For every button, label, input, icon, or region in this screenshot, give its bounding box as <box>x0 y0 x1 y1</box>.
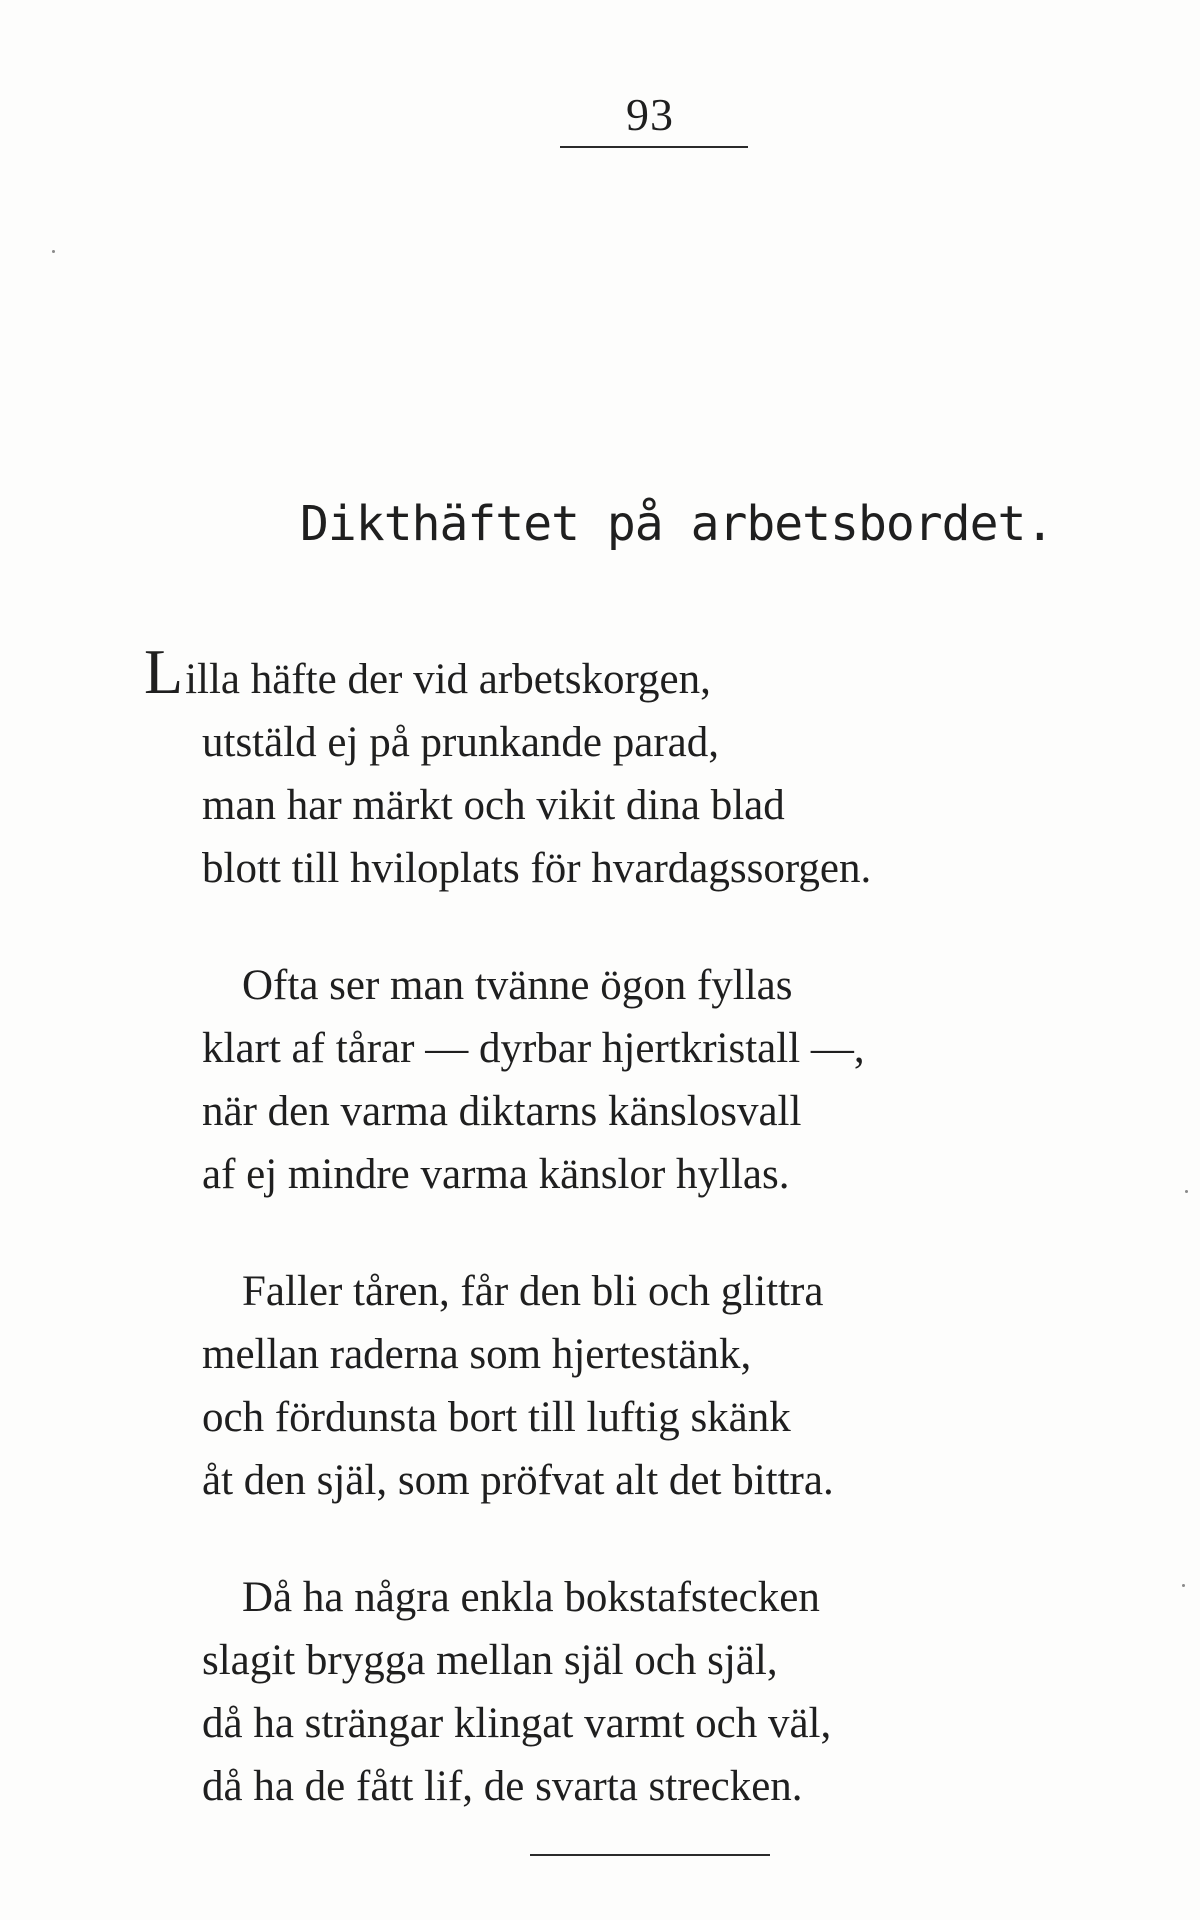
poem-line: man har märkt och vikit dina blad <box>202 782 785 829</box>
paper-speck <box>1185 1190 1188 1193</box>
stanza-2 <box>148 954 1108 1206</box>
poem-line: Faller tåren, får den bli och glittra <box>242 1268 824 1315</box>
poem-line: Ofta ser man tvänne ögon fyllas <box>242 962 793 1009</box>
stanza-1 <box>144 636 1108 900</box>
stanza-3 <box>148 1260 1108 1512</box>
poem-line: af ej mindre varma känslor hyllas. <box>202 1151 790 1198</box>
drop-cap: L <box>144 636 184 707</box>
poem-line: åt den själ, som pröfvat alt det bittra. <box>202 1457 834 1504</box>
poem-line: då ha de fått lif, de svarta strecken. <box>202 1763 803 1810</box>
poem-line: då ha strängar klingat varmt och väl, <box>202 1700 832 1747</box>
poem-line: när den varma diktarns känslosvall <box>202 1088 802 1135</box>
poem-line <box>144 636 1108 711</box>
poem-line-text: illa häfte der vid arbetskorgen, <box>185 656 711 703</box>
poem-line: slagit brygga mellan själ och själ, <box>202 1637 778 1684</box>
page-number: 93 <box>626 89 674 140</box>
end-rule <box>530 1854 770 1856</box>
poem-title: Dikthäftet på arbetsbordet. <box>300 496 1054 552</box>
stanza-4 <box>148 1566 1108 1818</box>
poem-line: Då ha några enkla bokstafstecken <box>242 1574 820 1621</box>
poem-line: och fördunsta bort till luftig skänk <box>202 1394 791 1441</box>
poem-line: blott till hviloplats för hvardagssorgen. <box>202 845 872 892</box>
paper-speck <box>1182 1584 1185 1587</box>
poem-line: utstäld ej på prunkande parad, <box>202 719 720 766</box>
poem-line: klart af tårar — dyrbar hjertkristall —, <box>202 1025 865 1072</box>
page-number-underline <box>560 146 748 148</box>
poem-line: mellan raderna som hjertestänk, <box>202 1331 752 1378</box>
poem-body <box>144 636 1108 1872</box>
paper-speck <box>52 250 55 253</box>
